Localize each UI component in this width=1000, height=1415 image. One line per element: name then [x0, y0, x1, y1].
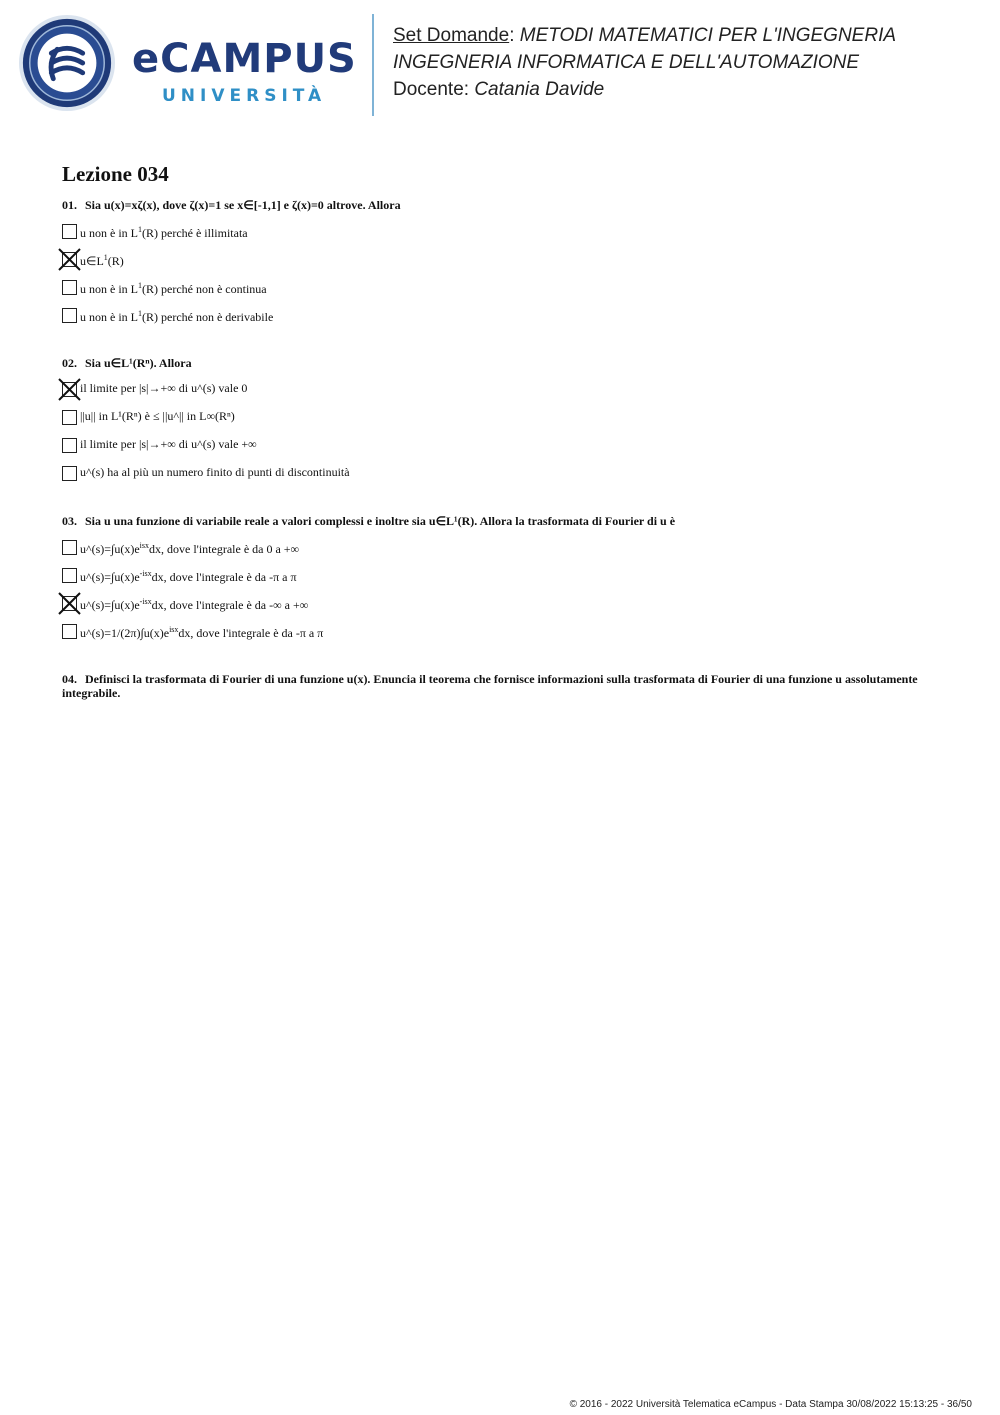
checkbox[interactable] [62, 410, 77, 425]
checked-checkbox[interactable] [62, 596, 77, 611]
question-body: Definisci la trasformata di Fourier di una funzione u(x). Enuncia il teorema che fornisce informazioni sulla trasformata di Fourier di una funzione u assolutamente integrabile. [62, 672, 918, 700]
teacher-label: Docente: [393, 79, 475, 100]
answer-superscript: 1 [103, 253, 108, 262]
answer-option[interactable] [62, 250, 942, 278]
question-body: Sia u(x)=xζ(x), dove ζ(x)=1 se x∈[-1,1] e ζ(x)=0 altrove. Allora [85, 198, 401, 212]
question-02 [62, 356, 942, 492]
answer-text: u non è in L [80, 310, 138, 324]
answer-superscript: -isx [139, 569, 152, 578]
university-seal-logo [18, 14, 116, 112]
checkbox[interactable] [62, 466, 77, 481]
answer-option[interactable] [62, 436, 942, 464]
set-label: Set Domande [393, 25, 510, 46]
question-list [62, 198, 942, 700]
answer-label [80, 408, 235, 424]
answer-label [80, 538, 299, 557]
brand-name: eCAMPUS [132, 36, 357, 82]
answer-option[interactable] [62, 380, 942, 408]
question-body: Sia u una funzione di variabile reale a valori complessi e inoltre sia u∈L¹(R). Allora la trasformata di Fourier di u è [85, 514, 676, 528]
answer-text: u^(s)=∫u(x)e [80, 542, 140, 556]
answer-option[interactable] [62, 594, 942, 622]
question-text [62, 672, 942, 700]
checkbox[interactable] [62, 280, 77, 295]
cross-mark-icon [58, 248, 81, 271]
answer-superscript: isx [139, 541, 150, 550]
answer-option[interactable] [62, 464, 942, 492]
answer-label [80, 594, 308, 613]
cross-mark-icon [58, 592, 81, 615]
checkbox[interactable] [62, 540, 77, 555]
answer-superscript: 1 [138, 281, 142, 290]
teacher-name: Catania Davide [474, 79, 605, 100]
course-title: METODI MATEMATICI PER L'INGEGNERIA [519, 25, 897, 46]
question-04 [62, 672, 942, 700]
answer-text-cont: dx, dove l'integrale è da 0 a +∞ [149, 542, 300, 556]
checkbox[interactable] [62, 224, 77, 239]
set-separator: : [509, 25, 520, 46]
question-text [62, 514, 942, 528]
header-divider [372, 14, 374, 116]
answer-text: u^(s)=∫u(x)e [80, 570, 140, 584]
question-number: 04. [62, 672, 77, 686]
answer-text-cont: (R) perché non è derivabile [142, 310, 274, 324]
question-text [62, 356, 942, 370]
answer-option[interactable] [62, 408, 942, 436]
checkbox[interactable] [62, 624, 77, 639]
answer-text: u∈L [80, 254, 104, 268]
checkbox[interactable] [62, 438, 77, 453]
page-footer: © 2016 - 2022 Università Telematica eCampus - Data Stampa 30/08/2022 15:13:25 - 36/50 [569, 1399, 972, 1410]
question-body: Sia u∈L¹(Rⁿ). Allora [85, 356, 192, 370]
answer-text-cont: dx, dove l'integrale è da -π a π [178, 626, 324, 640]
answer-label [80, 566, 297, 585]
main-content [62, 160, 942, 722]
answer-label [80, 250, 124, 269]
answer-text-cont: (R) perché non è continua [142, 282, 267, 296]
answer-text: u^(s)=1/(2π)∫u(x)e [80, 626, 170, 640]
brand-subtitle: UNIVERSITÀ [162, 86, 327, 106]
answer-text-cont: dx, dove l'integrale è da -∞ a +∞ [151, 598, 309, 612]
question-number: 03. [62, 514, 77, 528]
answer-superscript: 1 [138, 309, 142, 318]
answer-option[interactable] [62, 278, 942, 306]
answer-text-cont: (R) perché è illimitata [142, 226, 248, 240]
answer-option[interactable] [62, 538, 942, 566]
lesson-title: Lezione 034 [62, 162, 169, 186]
question-03 [62, 514, 942, 650]
answer-text: u non è in L [80, 282, 138, 296]
question-text [62, 198, 942, 212]
answer-text: u^(s)=∫u(x)e [80, 598, 140, 612]
answer-label [80, 278, 267, 297]
answer-text: u non è in L [80, 226, 138, 240]
answer-text: il limite per |s|→+∞ di u^(s) vale 0 [80, 381, 248, 395]
teacher-line [393, 76, 896, 103]
question-01 [62, 198, 942, 334]
question-number: 01. [62, 198, 77, 212]
brand-wordmark [132, 36, 358, 116]
checkbox[interactable] [62, 568, 77, 583]
course-line-1 [393, 22, 896, 49]
answer-superscript: isx [169, 625, 179, 634]
checked-checkbox[interactable] [62, 382, 77, 397]
checked-checkbox[interactable] [62, 252, 77, 267]
answer-label [80, 436, 257, 452]
answer-text: il limite per |s|→+∞ di u^(s) vale +∞ [80, 437, 257, 451]
course-line-2 [393, 49, 896, 76]
checkbox[interactable] [62, 308, 77, 323]
answer-option[interactable] [62, 222, 942, 250]
answer-option[interactable] [62, 566, 942, 594]
answer-text: u^(s) ha al più un numero finito di punti di discontinuità [80, 465, 350, 479]
answer-option[interactable] [62, 306, 942, 334]
answer-superscript: -isx [139, 597, 152, 606]
answer-superscript: 1 [138, 225, 142, 234]
answer-label [80, 622, 323, 641]
answer-label [80, 306, 273, 325]
answer-text-cont: (R) [107, 254, 124, 268]
header-info [393, 22, 896, 103]
answer-label [80, 380, 247, 396]
answer-text: ||u|| in L¹(Rⁿ) è ≤ ||u^|| in L∞(Rⁿ) [80, 409, 235, 423]
degree-title: INGEGNERIA INFORMATICA E DELL'AUTOMAZIONE [393, 52, 860, 73]
answer-label [80, 464, 350, 480]
cross-mark-icon [58, 378, 81, 401]
question-number: 02. [62, 356, 77, 370]
answer-label [80, 222, 248, 241]
answer-text-cont: dx, dove l'integrale è da -π a π [151, 570, 297, 584]
page-header [0, 0, 1000, 130]
answer-option[interactable] [62, 622, 942, 650]
